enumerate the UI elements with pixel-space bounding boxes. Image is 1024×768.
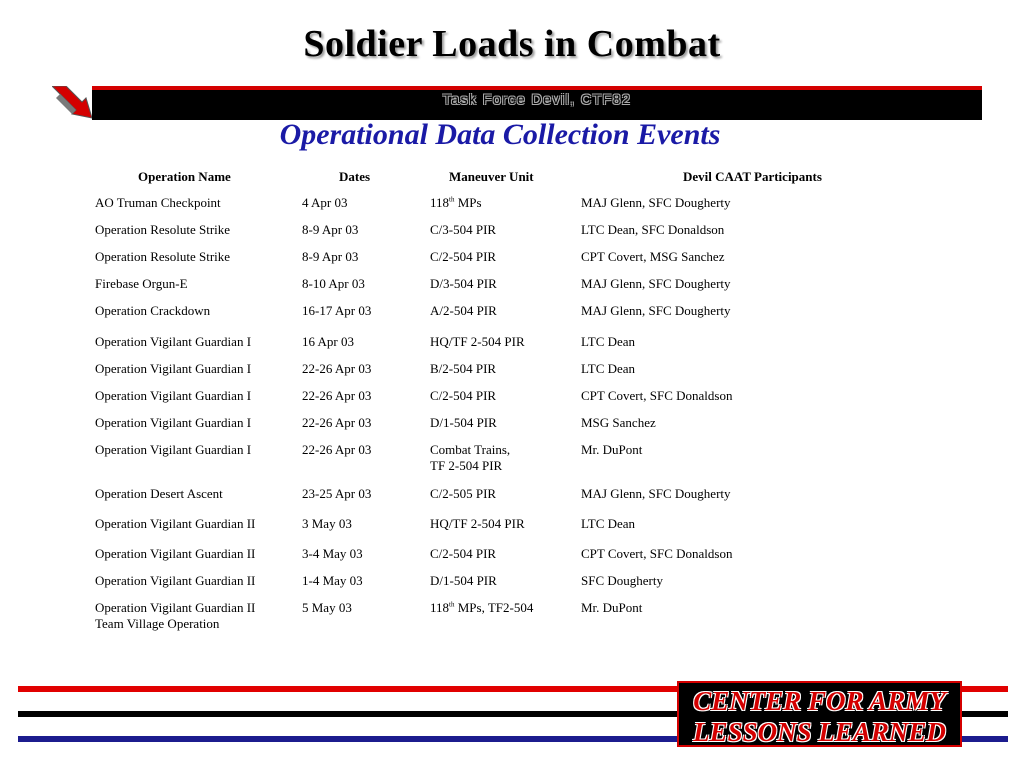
col-header-unit: Maneuver Unit <box>449 169 534 184</box>
unit-text-rest: MPs, TF2-504 <box>454 600 534 615</box>
participants-cell: MAJ Glenn, SFC Dougherty <box>581 303 731 318</box>
col-header-dates: Dates <box>339 169 371 184</box>
participants-cell: MAJ Glenn, SFC Dougherty <box>581 195 731 210</box>
unit-text: C/2-504 PIR <box>430 388 497 403</box>
operation-name-cell: Operation Desert Ascent <box>95 486 223 501</box>
operation-name-cell: Operation Vigilant Guardian I <box>95 334 252 349</box>
operation-name-cell: Operation Vigilant Guardian I <box>95 388 252 403</box>
unit-text: D/3-504 PIR <box>430 276 497 291</box>
col-header-operation: Operation Name <box>138 169 231 184</box>
participants-cell: CPT Covert, MSG Sanchez <box>581 249 725 264</box>
dates-cell: 3 May 03 <box>302 516 352 531</box>
dates-cell: 22-26 Apr 03 <box>302 361 372 376</box>
maneuver-unit-cell <box>430 388 496 404</box>
operation-name-cell: Operation Vigilant Guardian II <box>95 573 256 588</box>
dates-cell: 22-26 Apr 03 <box>302 415 372 430</box>
maneuver-unit-cell <box>430 573 497 589</box>
maneuver-unit-cell <box>430 276 497 292</box>
call-logo <box>677 681 962 747</box>
participants-cell: MAJ Glenn, SFC Dougherty <box>581 486 731 501</box>
arrow-icon <box>52 86 96 120</box>
maneuver-unit-cell <box>430 361 496 377</box>
unit-text: HQ/TF 2-504 PIR <box>430 334 525 349</box>
dates-cell: 23-25 Apr 03 <box>302 486 372 501</box>
maneuver-unit-cell-line2: TF 2-504 PIR <box>430 458 503 473</box>
operation-name-cell: Operation Vigilant Guardian I <box>95 361 252 376</box>
dates-cell: 8-9 Apr 03 <box>302 222 359 237</box>
maneuver-unit-cell <box>430 415 497 431</box>
participants-cell: MAJ Glenn, SFC Dougherty <box>581 276 731 291</box>
operation-name-cell: Operation Vigilant Guardian I <box>95 442 252 457</box>
dates-cell: 3-4 May 03 <box>302 546 363 561</box>
task-force-banner <box>52 86 982 120</box>
dates-cell: 8-9 Apr 03 <box>302 249 359 264</box>
maneuver-unit-cell <box>430 442 510 458</box>
unit-text: D/1-504 PIR <box>430 415 497 430</box>
unit-text: C/2-504 PIR <box>430 249 497 264</box>
maneuver-unit-cell <box>430 195 482 211</box>
operation-name-cell: Operation Vigilant Guardian II <box>95 600 256 615</box>
operation-name-cell: Operation Resolute Strike <box>95 249 231 264</box>
unit-text: C/2-504 PIR <box>430 546 497 561</box>
dates-cell: 8-10 Apr 03 <box>302 276 365 291</box>
slide-title: Soldier Loads in Combat <box>303 23 721 65</box>
dates-cell: 22-26 Apr 03 <box>302 388 372 403</box>
banner-subtitle: Task Force Devil, CTF82 <box>442 91 632 107</box>
dates-cell: 5 May 03 <box>302 600 352 615</box>
unit-text: HQ/TF 2-504 PIR <box>430 516 525 531</box>
maneuver-unit-cell <box>430 600 533 616</box>
section-heading: Operational Data Collection Events <box>279 118 721 151</box>
operation-name-cell: Operation Resolute Strike <box>95 222 231 237</box>
participants-cell: CPT Covert, SFC Donaldson <box>581 388 733 403</box>
participants-cell: Mr. DuPont <box>581 600 643 615</box>
participants-cell: LTC Dean <box>581 334 636 349</box>
dates-cell: 1-4 May 03 <box>302 573 363 588</box>
participants-cell: LTC Dean <box>581 516 636 531</box>
dates-cell: 16-17 Apr 03 <box>302 303 372 318</box>
unit-text: A/2-504 PIR <box>430 303 497 318</box>
participants-cell: LTC Dean, SFC Donaldson <box>581 222 725 237</box>
unit-text: 118 <box>430 195 450 210</box>
unit-text: D/1-504 PIR <box>430 573 497 588</box>
maneuver-unit-cell <box>430 222 496 238</box>
maneuver-unit-cell <box>430 303 497 319</box>
operation-name-cell: Operation Vigilant Guardian II <box>95 516 256 531</box>
operation-name-cell: Firebase Orgun-E <box>95 276 188 291</box>
unit-text-rest: MPs <box>454 195 482 210</box>
unit-text: C/3-504 PIR <box>430 222 497 237</box>
maneuver-unit-cell <box>430 249 496 265</box>
unit-superscript: th <box>449 195 455 204</box>
unit-text: B/2-504 PIR <box>430 361 497 376</box>
maneuver-unit-cell <box>430 334 525 350</box>
operation-name-cell-line2: Team Village Operation <box>95 616 220 631</box>
maneuver-unit-cell <box>430 486 496 502</box>
maneuver-unit-cell <box>430 546 496 562</box>
participants-cell: SFC Dougherty <box>581 573 663 588</box>
dates-cell: 4 Apr 03 <box>302 195 348 210</box>
unit-text: 118 <box>430 600 450 615</box>
unit-text: C/2-505 PIR <box>430 486 497 501</box>
col-header-participants: Devil CAAT Participants <box>683 169 822 184</box>
logo-line-1: CENTER FOR ARMY <box>693 686 946 716</box>
dates-cell: 22-26 Apr 03 <box>302 442 372 457</box>
operation-name-cell: Operation Vigilant Guardian II <box>95 546 256 561</box>
dates-cell: 16 Apr 03 <box>302 334 354 349</box>
operation-name-cell: Operation Crackdown <box>95 303 211 318</box>
unit-superscript: th <box>449 600 455 609</box>
logo-line-2: LESSONS LEARNED <box>693 717 946 747</box>
participants-cell: MSG Sanchez <box>581 415 656 430</box>
participants-cell: LTC Dean <box>581 361 636 376</box>
operation-name-cell: AO Truman Checkpoint <box>95 195 221 210</box>
operation-name-cell: Operation Vigilant Guardian I <box>95 415 252 430</box>
participants-cell: CPT Covert, SFC Donaldson <box>581 546 733 561</box>
maneuver-unit-cell <box>430 516 525 532</box>
participants-cell: Mr. DuPont <box>581 442 643 457</box>
unit-text: Combat Trains, <box>430 442 511 457</box>
